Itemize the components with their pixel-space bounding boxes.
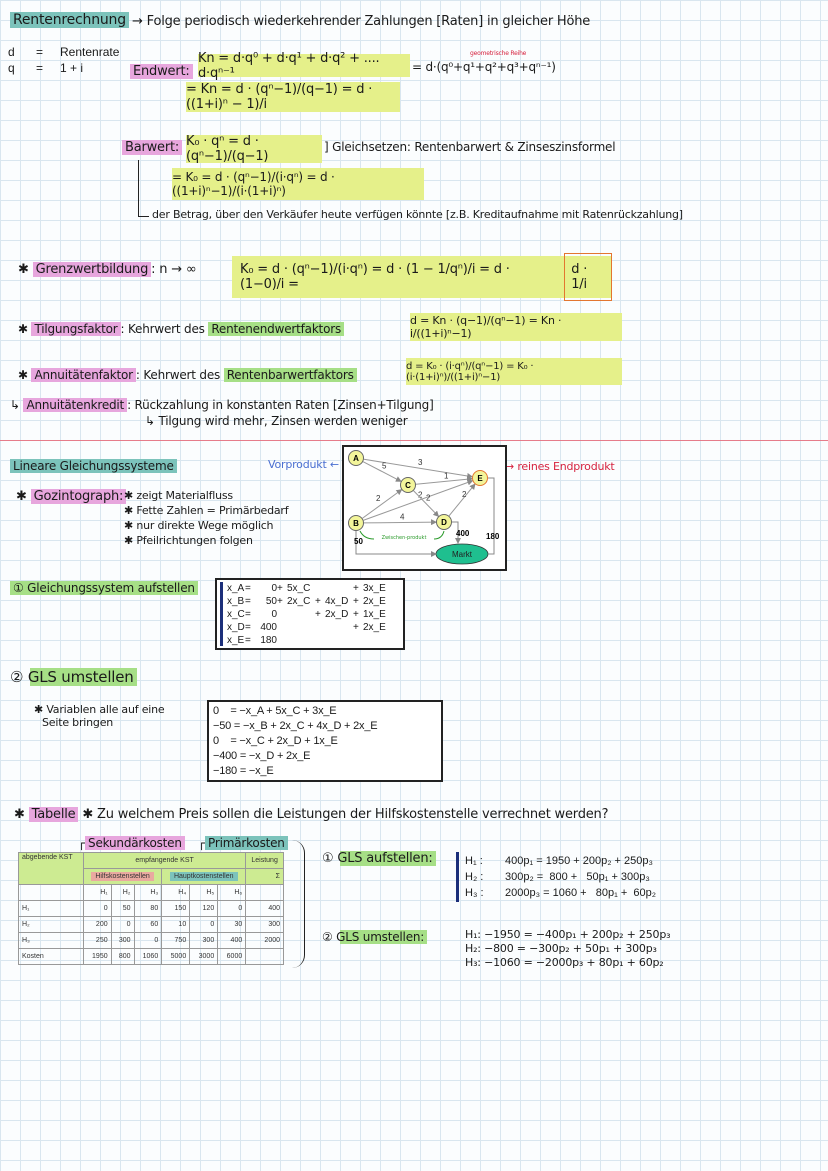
table-cell: 750 bbox=[162, 933, 190, 949]
table-cell: 0 bbox=[190, 917, 218, 933]
header-empfangend: empfangende KST bbox=[83, 853, 245, 869]
table-row bbox=[19, 933, 284, 949]
equation-row: −400 = −x_D + 2x_E bbox=[213, 750, 311, 762]
edge-weight: 4 bbox=[400, 512, 405, 522]
equation-term: x_C bbox=[227, 609, 245, 620]
market-label: Markt bbox=[452, 550, 472, 559]
table-cell bbox=[246, 949, 284, 965]
table-row bbox=[19, 917, 284, 933]
barwert-explanation: der Betrag, über den Verkäufer heute verfügen könnte [z.B. Kreditaufnahme mit Ratenrückzahlung] bbox=[152, 208, 683, 221]
equation-term: 50 bbox=[265, 596, 277, 607]
node-label: C bbox=[405, 481, 411, 490]
row-label: H₂ bbox=[19, 917, 84, 933]
tabelle-heading: ✱ Tabelle ✱ Zu welchem Preis sollen die Leistungen der Hilfskostenstelle verrechnet werden? bbox=[14, 807, 609, 822]
gozintograph-label: ✱ Gozintograph: bbox=[16, 489, 126, 504]
equation-row: H₃: −1060 = −2000p₃ + 80p₁ + 60p₂ bbox=[465, 956, 664, 969]
table-cell: 0 bbox=[111, 917, 134, 933]
equation-term: x_D bbox=[227, 622, 245, 633]
node-label: E bbox=[477, 474, 483, 483]
endprodukt-annotation: → reines Endprodukt bbox=[505, 460, 615, 473]
equation-term: 0 bbox=[271, 609, 277, 620]
equation-term: = bbox=[245, 622, 251, 633]
primary-demand: 400 bbox=[456, 529, 470, 538]
barwert-label: Barwert: bbox=[122, 140, 182, 155]
row-label: H₁ bbox=[19, 901, 84, 917]
equation-bar bbox=[220, 582, 223, 646]
table-cell: 30 bbox=[218, 917, 246, 933]
grenzwert-derivation: K₀ = d · (qⁿ−1)/(i·qⁿ) = d · (1 − 1/qⁿ)/i = d · (1−0)/i = bbox=[240, 262, 510, 292]
edge-weight: 5 bbox=[382, 461, 387, 471]
edge-weight: 2 bbox=[418, 490, 423, 500]
equation-term: 1x_E bbox=[363, 609, 386, 620]
edge-weight: 1 bbox=[444, 471, 449, 481]
table-brace bbox=[292, 840, 305, 968]
grenzwert-formula bbox=[232, 256, 612, 298]
equation-row bbox=[227, 621, 403, 634]
equation-row: 0 = −x_C + 2x_D + 1x_E bbox=[213, 735, 338, 747]
table-cell: 120 bbox=[190, 901, 218, 917]
table-cell: 400 bbox=[246, 901, 284, 917]
annuitaetenfaktor-line: ✱ Annuitätenfaktor : Kehrwert des Rentenbarwertfaktors bbox=[18, 368, 357, 382]
equation-body: 400p₁ = 1950 + 200p₂ + 250p₃ bbox=[505, 855, 653, 867]
table-cell: 2000 bbox=[246, 933, 284, 949]
annuitaetenfaktor-formula: d = K₀ · (i·qⁿ)/(qⁿ−1) = K₀ · (i·(1+i)ⁿ)/((1+i)ⁿ−1) bbox=[406, 358, 622, 385]
equation-term: 3x_E bbox=[363, 583, 386, 594]
rearranged-equations-box bbox=[207, 700, 443, 782]
step2-note: ✱ Variablen alle auf eine Seite bringen bbox=[34, 703, 165, 729]
empty-cell bbox=[246, 885, 284, 901]
table-row bbox=[19, 949, 284, 965]
section-divider bbox=[0, 440, 828, 441]
section-title-rentenrechnung: Rentenrechnung bbox=[10, 12, 129, 28]
legend-d: d = Rentenrate bbox=[8, 45, 120, 59]
gls1-equations bbox=[465, 853, 656, 901]
equation-label: H₁ : bbox=[465, 855, 483, 867]
tilgungsfaktor-line: ✱ Tilgungsfaktor : Kehrwert des Rentenendwertfaktors bbox=[18, 322, 344, 336]
equation-row: 0 = −x_A + 5x_C + 3x_E bbox=[213, 705, 337, 717]
barwert-bracket-line bbox=[138, 160, 149, 217]
table-cell: 6000 bbox=[218, 949, 246, 965]
equation-term: = bbox=[245, 609, 251, 620]
equation-row: H₁: −1950 = −400p₁ + 200p₂ + 250p₃ bbox=[465, 928, 671, 941]
step1-label: ① Gleichungssystem aufstellen bbox=[10, 581, 198, 595]
table-cell: 400 bbox=[218, 933, 246, 949]
equation-term: 2x_E bbox=[363, 596, 386, 607]
gozintograph-bullets bbox=[124, 488, 288, 548]
equation-term: + bbox=[353, 583, 359, 594]
equation-term: x_A bbox=[227, 583, 245, 594]
equation-row: −50 = −x_B + 2x_C + 4x_D + 2x_E bbox=[213, 720, 378, 732]
primary-demand: 50 bbox=[354, 537, 363, 546]
primary-demand: 180 bbox=[486, 532, 500, 541]
equation-term: 2x_D bbox=[325, 609, 349, 620]
table-cell: 1060 bbox=[134, 949, 162, 965]
sekundaerkosten-label: ┌ Sekundärkosten bbox=[78, 836, 185, 850]
equation-label: H₃ : bbox=[465, 887, 484, 899]
equation-row: −180 = −x_E bbox=[213, 765, 274, 777]
table-cell: 1950 bbox=[83, 949, 111, 965]
equation-term: 180 bbox=[260, 635, 277, 646]
equation-row bbox=[227, 608, 403, 621]
equation-term: 4x_D bbox=[325, 596, 349, 607]
header-haupt: Hauptkostenstellen bbox=[162, 869, 246, 885]
bullet: ✱ nur direkte Wege möglich bbox=[124, 519, 274, 532]
equation-term: + bbox=[353, 609, 359, 620]
header-hilfs: Hilfskostenstellen bbox=[83, 869, 161, 885]
equation-body: 300p₂ = 800 + 50p₁ + 300p₃ bbox=[505, 871, 650, 883]
equation-row bbox=[227, 582, 403, 595]
equation-system-box bbox=[215, 578, 405, 650]
equation-label: H₂ : bbox=[465, 871, 484, 883]
header-abgebend: abgebende KST bbox=[19, 853, 84, 885]
equation-row bbox=[465, 869, 656, 885]
grenzwert-result: d · 1/i bbox=[564, 253, 612, 301]
equation-term: + bbox=[353, 622, 359, 633]
table-cell: 0 bbox=[218, 901, 246, 917]
table-cell: 5000 bbox=[162, 949, 190, 965]
primaerkosten-label: ┌ Primärkosten bbox=[198, 836, 288, 850]
table-cell: 300 bbox=[111, 933, 134, 949]
endwert-formula-1: Kn = d·q⁰ + d·q¹ + d·q² + .... d·qⁿ⁻¹ bbox=[198, 54, 410, 77]
row-label: Kosten bbox=[19, 949, 84, 965]
equation-row bbox=[465, 853, 656, 869]
node-label: A bbox=[353, 454, 359, 463]
table-cell: 800 bbox=[111, 949, 134, 965]
table-cell: 300 bbox=[190, 933, 218, 949]
column-header: H₁ bbox=[83, 885, 111, 901]
gozintograph-diagram bbox=[342, 445, 507, 571]
table-cell: 80 bbox=[134, 901, 162, 917]
equation-term: + bbox=[353, 596, 359, 607]
table-cell: 150 bbox=[162, 901, 190, 917]
equation-row: H₂: −800 = −300p₂ + 50p₁ + 300p₃ bbox=[465, 942, 657, 955]
equation-term: + bbox=[277, 596, 283, 607]
gls2-label: ② GLS umstellen: bbox=[322, 930, 427, 944]
column-header: H₄ bbox=[162, 885, 190, 901]
equation-term: = bbox=[245, 596, 251, 607]
gls1-label: ① GLS aufstellen: bbox=[322, 851, 436, 866]
node-label: B bbox=[353, 519, 359, 528]
bullet: ✱ Fette Zahlen = Primärbedarf bbox=[124, 504, 289, 517]
table-cell: 250 bbox=[83, 933, 111, 949]
geometrische-reihe-note: geometrische Reihe bbox=[470, 50, 527, 57]
equation-term: = bbox=[245, 583, 251, 594]
table-row bbox=[19, 901, 284, 917]
equation-term: + bbox=[315, 596, 321, 607]
edge-B-D bbox=[364, 522, 436, 523]
column-header-row bbox=[19, 885, 284, 901]
empty-cell bbox=[19, 885, 84, 901]
legend-q: q = 1 + i bbox=[8, 61, 84, 75]
table-cell: 200 bbox=[83, 917, 111, 933]
vorprodukt-annotation: Vorprodukt ← bbox=[268, 458, 339, 471]
equation-term: + bbox=[315, 609, 321, 620]
flow-E-market bbox=[488, 478, 494, 554]
rentenrechnung-definition: → Folge periodisch wiederkehrender Zahlungen [Raten] in gleicher Höhe bbox=[132, 14, 591, 29]
equation-term: x_E bbox=[227, 635, 245, 646]
barwert-formula-2: = K₀ = d · (qⁿ−1)/(i·qⁿ) = d · ((1+i)ⁿ−1)/(i·(1+i)ⁿ) bbox=[172, 168, 424, 200]
equation-term: 2x_E bbox=[363, 622, 386, 633]
annuitaetenkredit-sub: ↳ Tilgung wird mehr, Zinsen werden weniger bbox=[145, 414, 408, 428]
row-label: H₃ bbox=[19, 933, 84, 949]
equation-term: 2x_C bbox=[287, 596, 311, 607]
column-header: H₃ bbox=[134, 885, 162, 901]
equation-body: 2000p₃ = 1060 + 80p₁ + 60p₂ bbox=[505, 887, 657, 899]
equation-row bbox=[227, 595, 403, 608]
column-header: H₂ bbox=[111, 885, 134, 901]
column-header: H₆ bbox=[218, 885, 246, 901]
table-cell: 10 bbox=[162, 917, 190, 933]
edge-D-E bbox=[449, 484, 475, 516]
grenzwert-label: ✱ Grenzwertbildung : n → ∞ bbox=[18, 262, 197, 277]
node-label: D bbox=[441, 518, 447, 527]
table-cell: 300 bbox=[246, 917, 284, 933]
header-sigma: Σ bbox=[246, 869, 284, 885]
annuitaetenkredit-line: ↳ Annuitätenkredit : Rückzahlung in konstanten Raten [Zinsen+Tilgung] bbox=[10, 398, 434, 412]
column-header: H₅ bbox=[190, 885, 218, 901]
edge-weight: 2 bbox=[376, 494, 381, 503]
equation-term: x_B bbox=[227, 596, 245, 607]
edge-weight: 2 bbox=[462, 490, 467, 499]
edge-weight: 3 bbox=[418, 458, 423, 467]
barwert-note: ] Gleichsetzen: Rentenbarwert & Zinseszinsformel bbox=[324, 140, 616, 154]
bullet: ✱ Pfeilrichtungen folgen bbox=[124, 534, 253, 547]
edge-weight: 2 bbox=[426, 493, 431, 503]
header-leistung: Leistung bbox=[246, 853, 284, 869]
equation-term: 0 bbox=[271, 583, 277, 594]
bullet: ✱ zeigt Materialfluss bbox=[124, 489, 233, 502]
tilgungsfaktor-formula: d = Kn · (q−1)/(qⁿ−1) = Kn · i/((1+i)ⁿ−1) bbox=[410, 313, 622, 341]
table-cell: 0 bbox=[83, 901, 111, 917]
endwert-label: Endwert: bbox=[130, 64, 193, 79]
table-cell: 50 bbox=[111, 901, 134, 917]
table-cell: 60 bbox=[134, 917, 162, 933]
section-title-lgs: Lineare Gleichungssysteme bbox=[10, 459, 177, 473]
equation-term: 400 bbox=[260, 622, 277, 633]
step2-label: ② GLS umstellen bbox=[10, 668, 137, 686]
endwert-formula-cont: = d·(q⁰+q¹+q²+q³+qⁿ⁻¹) bbox=[412, 60, 556, 74]
equation-term: + bbox=[277, 583, 283, 594]
table-cell: 3000 bbox=[190, 949, 218, 965]
equation-term: = bbox=[245, 635, 251, 646]
zwischenprodukt-annotation: Zwischen-produkt bbox=[381, 535, 427, 541]
endwert-formula-2: = Kn = d · (qⁿ−1)/(q−1) = d · ((1+i)ⁿ − 1)/i bbox=[186, 82, 400, 112]
barwert-formula-1: K₀ · qⁿ = d · (qⁿ−1)/(q−1) bbox=[186, 135, 322, 163]
kst-table-wrapper bbox=[18, 852, 284, 965]
kst-table bbox=[18, 852, 284, 965]
gls2-equations bbox=[465, 928, 670, 970]
equation-row bbox=[465, 885, 656, 901]
equation-term: 5x_C bbox=[287, 583, 311, 594]
gls1-bar bbox=[456, 852, 459, 902]
table-cell: 0 bbox=[134, 933, 162, 949]
equation-row bbox=[227, 634, 403, 647]
